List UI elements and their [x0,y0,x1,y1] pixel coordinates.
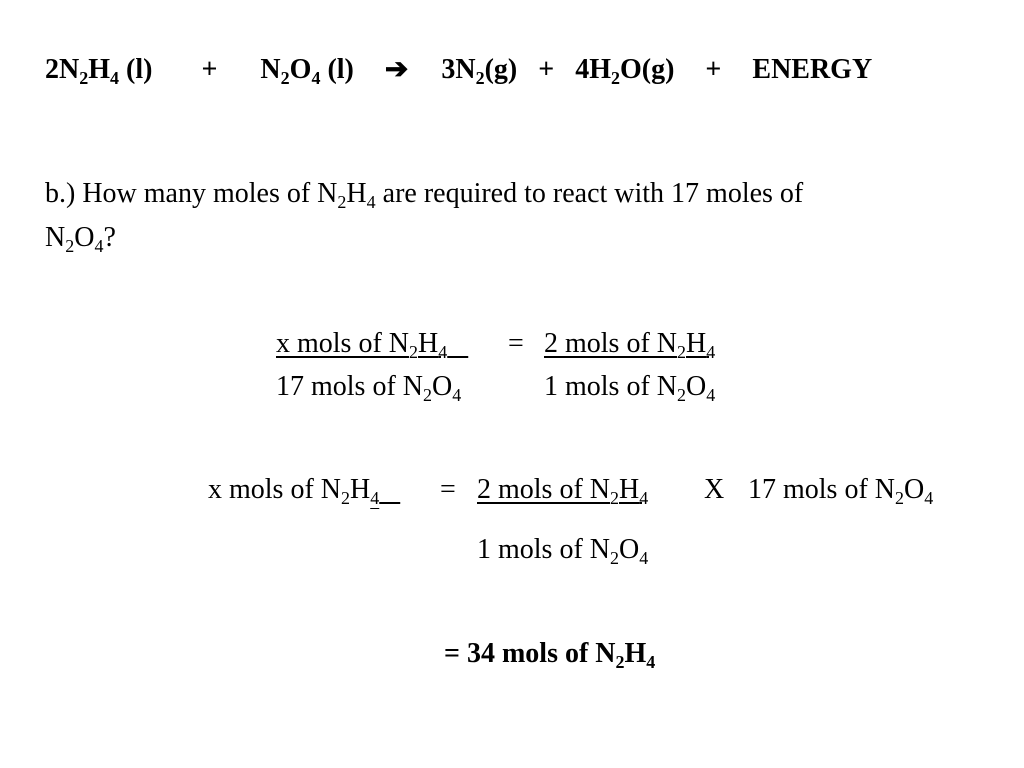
product-n2: $3N_2(g)$ [441,54,518,88]
question-line-1: b.) How many moles of $N_2H_4$ are required to react with 17 moles of [45,178,804,212]
solve-fraction-denominator: 1 mols of $N_2O_4$ [477,534,649,568]
solve-equals: = [440,474,456,505]
ratio-denominator-right: 1 mols of $N_2O_4$ [544,371,716,405]
final-answer: = 34 mols of $N_2H_4$ [444,638,656,672]
plus-sign: + [705,54,722,85]
reactant-n2h4: $2N_2H_4$ (l) [45,54,153,88]
reactant-n2o4: $N_2O_4$ (l) [260,54,354,88]
ratio-numerator-right: 2 mols of $N_2H_4$ [544,328,716,362]
solve-multiplier: 17 mols of $N_2O_4$ [748,474,934,508]
question-line-2: $N_2O_4$? [45,222,116,256]
arrow-icon: ➔ [384,54,409,85]
energy-term: ENERGY [752,54,873,85]
chemical-equation [45,54,873,88]
solve-fraction-numerator: 2 mols of $N_2H_4$ [477,474,649,508]
solve-times: X [704,474,725,505]
solve-left: x mols of $N_2H_4$ [208,474,380,508]
ratio-equals: = [508,328,524,359]
ratio-numerator-left: x mols of $N_2H_4$ [276,328,448,362]
plus-sign: + [201,54,218,85]
ratio-denominator-left: 17 mols of $N_2O_4$ [276,371,462,405]
plus-sign: + [538,54,555,85]
product-h2o: $4H_2O(g)$ [575,54,675,88]
